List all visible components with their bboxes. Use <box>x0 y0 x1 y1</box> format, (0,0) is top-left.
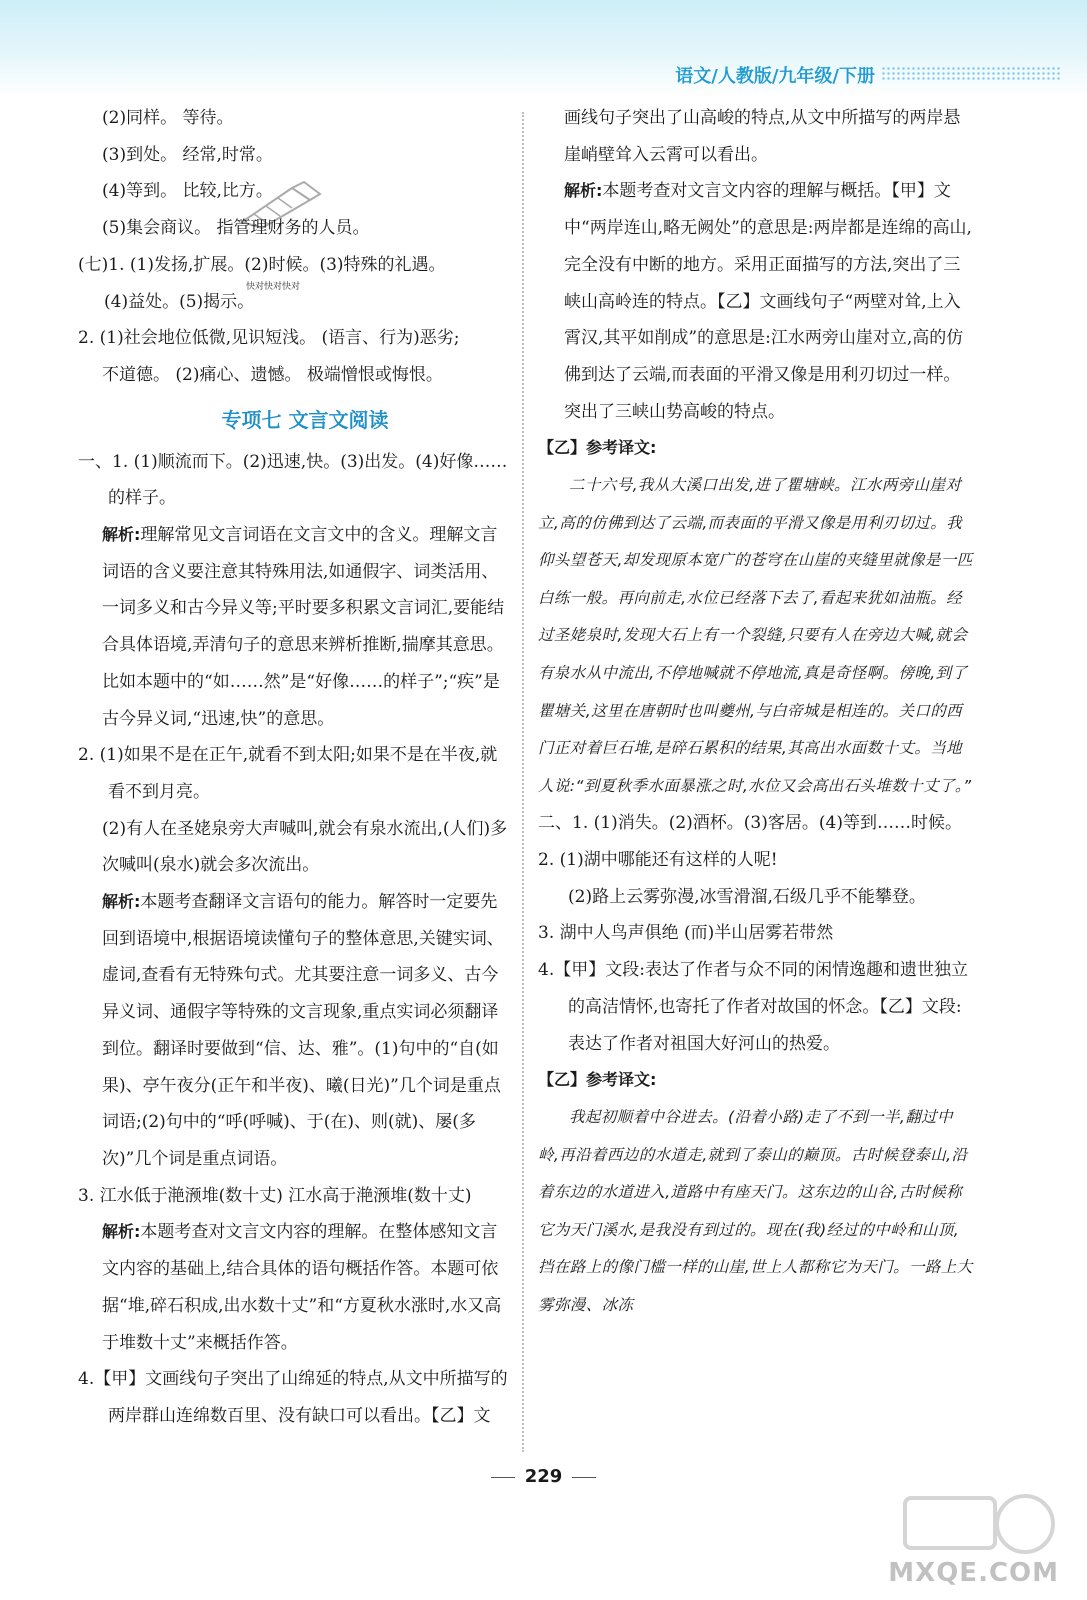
right-column <box>538 100 974 1325</box>
translation-text: 二十六号,我从大溪口出发,进了瞿塘峡。江水两旁山崖对立,高的仿佛到达了云端,而表面的平滑又像是用利刃切过。我仰头望苍天,却发现原本宽广的苍穹在山崖的夹缝里就像是一匹白练一般。再向前走,水位已经落下去了,看起来犹如油瓶。经过圣姥泉时,发现大石上有一个裂缝,只要有人在旁边大喊,就会有泉水从中流出,不停地喊就不停地流,真是奇怪啊。傍晚,到了瞿塘关,这里在唐朝时也叫夔州,与白帝城是相连的。关口的西门正对着巨石堆,是碎石累积的结果,其高出水面数十丈。当地人说:“到夏秋季水面暴涨之时,水位又会高出石头堆数十丈了。” <box>538 476 973 795</box>
translation-block <box>538 467 974 805</box>
answer-line: (2)同样。 等待。 <box>102 108 234 128</box>
explanation-text: 理解常见文言词语在文言文中的含义。理解文言词语的含义要注意其特殊用法,如通假字、词类活用、一词多义和古今异义等;平时要多积累文言词汇,要能结合具体语境,弄清句子的意思来辨析推断,揣摩其意思。比如本题中的“如……然”是“好像……的样子”;“疾”是古今异义词,“迅速,快”的意思。 <box>102 525 505 729</box>
translation-block <box>538 1099 974 1325</box>
answer-item: 4.【甲】文段:表达了作者与众不同的闲情逸趣和遗世独立的高洁情怀,也寄托了作者对故国的怀念。【乙】文段:表达了作者对祖国大好河山的热爱。 <box>538 960 968 1054</box>
translation-label: 【乙】参考译文: <box>538 1070 657 1090</box>
left-column <box>78 100 512 1435</box>
translation-text: 我起初顺着中谷进去。(沿着小路)走了不到一半,翻过中岭,再沿着西边的水道走,就到了泰山的巅顶。古时候登泰山,沿着东边的水道进入,道路中有座天门。这东边的山谷,古时候称它为天门溪水,是我没有到过的。现在(我)经过的中岭和山顶,挡在路上的像门槛一样的山崖,世上人都称它为天门。一路上大雾弥漫、冰冻 <box>538 1108 973 1314</box>
answer-item: (2)有人在圣姥泉旁大声喊叫,就会有泉水流出,(人们)多次喊叫(泉水)就会多次流出。 <box>102 818 508 876</box>
section-title: 专项七 文言文阅读 <box>221 407 389 432</box>
translation-label: 【乙】参考译文: <box>538 438 657 458</box>
answer-item: (2)路上云雾弥漫,冰雪滑溜,石级几乎不能攀登。 <box>568 886 926 907</box>
explanation-label: 解析: <box>102 1222 141 1242</box>
explanation <box>538 173 974 430</box>
answer-item: 画线句子突出了山高峻的特点,从文中所描写的两岸悬崖峭壁耸入云霄可以看出。 <box>564 108 961 165</box>
explanation <box>78 1214 512 1361</box>
answer-line: 不道德。 (2)痛心、遗憾。 极端憎恨或悔恨。 <box>102 364 443 385</box>
answer-item: 一、1. (1)顺流而下。(2)迅速,快。(3)出发。(4)好像……的样子。 <box>78 451 508 509</box>
explanation-label: 解析: <box>102 525 141 545</box>
answer-item: 3. 湖中人鸟声俱绝 (而)半山居雾若带然 <box>538 923 834 944</box>
book-label: 语文/人教版/九年级/下册 <box>675 66 875 87</box>
page-number: 229 <box>0 1466 1087 1487</box>
header-dot-pattern <box>881 66 1061 80</box>
answer-line: (七)1. (1)发扬,扩展。(2)时候。(3)特殊的礼遇。 <box>78 254 446 275</box>
explanation-text: 本题考查对文言文内容的理解。在整体感知文言文内容的基础上,结合具体的语句概括作答。本题可依据“堆,碎石积成,出水数十丈”和“方夏秋水涨时,水又高于堆数十丈”来概括作答。 <box>102 1222 502 1353</box>
answer-line: (5)集会商议。 指管理财务的人员。 <box>102 218 370 239</box>
answer-item: 二、1. (1)消失。(2)酒杯。(3)客居。(4)等到……时候。 <box>538 813 962 834</box>
explanation <box>78 884 512 1178</box>
answer-item: 2. (1)湖中哪能还有这样的人呢! <box>538 850 778 871</box>
watermark-text: MXQE.COM <box>888 1558 1059 1588</box>
explanation-text: 本题考查翻译文言语句的能力。解答时一定要先回到语境中,根据语境读懂句子的整体意思,关键实词、虚词,查看有无特殊句式。尤其要注意一词多义、古今异义词、通假字等特殊的文言现象,重点实词必须翻译到位。翻译时要做到“信、达、雅”。(1)句中的“自(如果)、亭午夜分(正午和半夜)、曦(日光)”几个词是重点词语;(2)句中的“呼(呼喊)、于(在)、则(就)、屡(多次)”几个词是重点词语。 <box>102 892 504 1169</box>
answer-item: 4.【甲】文画线句子突出了山绵延的特点,从文中所描写的两岸群山连绵数百里、没有缺口可以看出。【乙】文 <box>78 1369 508 1426</box>
stamp-text: 快对快对快对 <box>246 282 301 292</box>
header-band <box>0 0 1087 96</box>
answer-line: (4)等到。 比较,比方。 <box>102 181 273 202</box>
answer-line: 2. (1)社会地位低微,见识短浅。 (语言、行为)恶劣; <box>78 328 460 349</box>
column-divider <box>522 112 524 1452</box>
answer-item: 2. (1)如果不是在正午,就看不到太阳;如果不是在半夜,就看不到月亮。 <box>78 745 498 802</box>
explanation <box>78 517 512 737</box>
explanation-label: 解析: <box>102 892 141 912</box>
answer-item: 3. 江水低于滟滪堆(数十丈) 江水高于滟滪堆(数十丈) <box>78 1185 472 1206</box>
explanation-text: 本题考查对文言文内容的理解与概括。【甲】文中“两岸连山,略无阙处”的意思是:两岸都是连绵的高山,完全没有中断的地方。采用正面描写的方法,突出了三峡山高岭连的特点。【乙】文画线句子“两壁对耸,上入霄汉,其平如削成”的意思是:江水两旁山崖对立,高的仿佛到达了云端,而表面的平滑又像是用利刃切过一样。突出了三峡山势高峻的特点。 <box>564 181 972 422</box>
explanation-label: 解析: <box>564 181 603 201</box>
answer-line: (4)益处。(5)揭示。 <box>104 291 255 312</box>
answer-line: (3)到处。 经常,时常。 <box>102 144 273 165</box>
